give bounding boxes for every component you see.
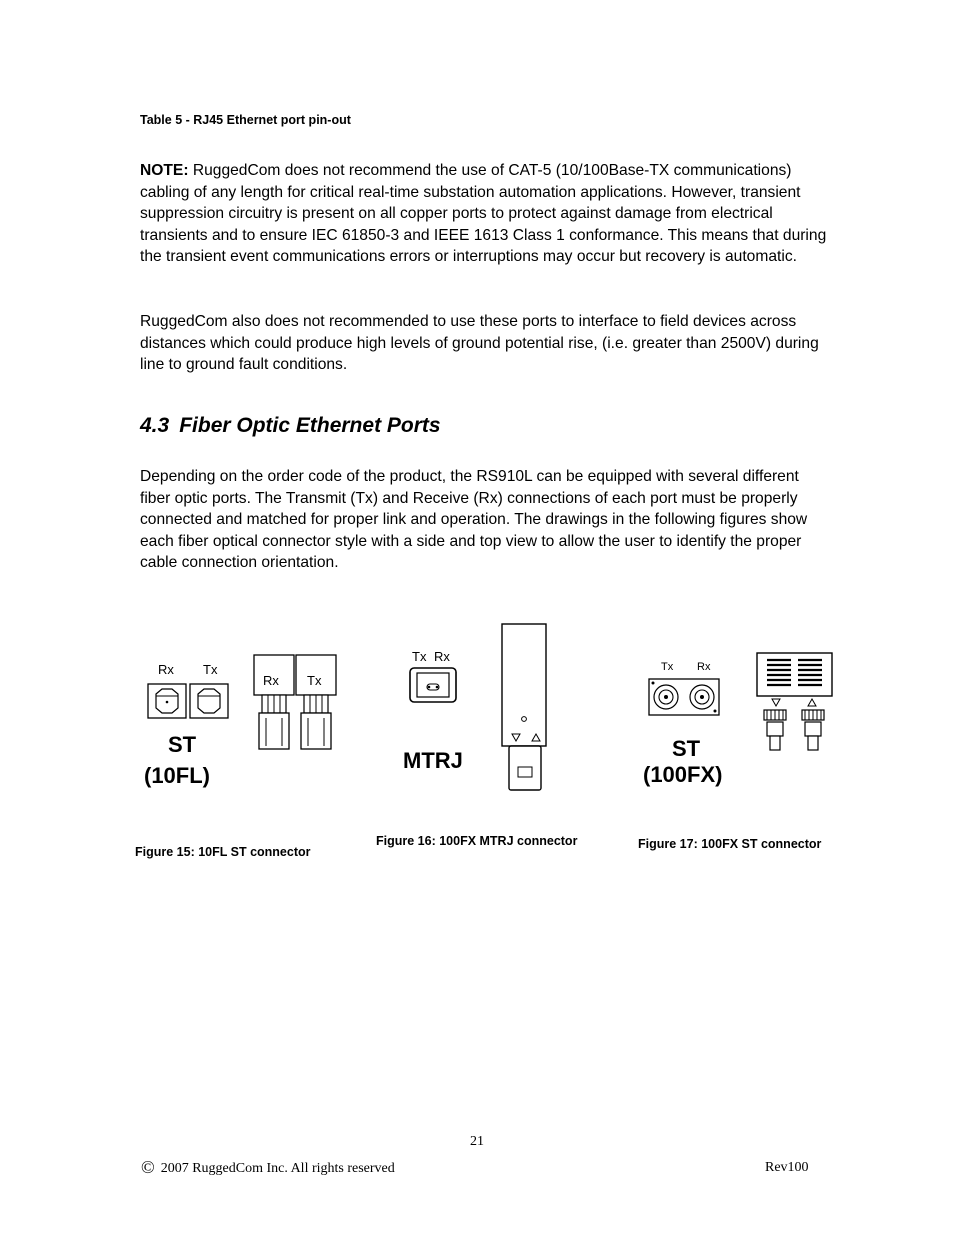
figure-100fx-mtrj-drawing bbox=[398, 620, 558, 800]
fig17-port-label-rx: Rx bbox=[697, 661, 711, 673]
note-label: NOTE: bbox=[140, 162, 189, 179]
fig16-port-label-tx: Tx bbox=[412, 649, 427, 664]
section-number: 4.3 bbox=[140, 414, 170, 437]
revision-label: Rev100 bbox=[765, 1160, 809, 1175]
fig17-side-view bbox=[757, 653, 832, 750]
fig16-front-port bbox=[410, 668, 456, 702]
fig15-front-port-rx bbox=[148, 684, 186, 718]
fig15-name-line2: (10FL) bbox=[144, 763, 210, 788]
fig15-side-view bbox=[254, 655, 336, 749]
fig15-side-label-rx: Rx bbox=[263, 673, 279, 688]
figure-15-caption: Figure 15: 10FL ST connector bbox=[135, 845, 311, 859]
fig15-name-line1: ST bbox=[168, 732, 197, 757]
figure-17-caption: Figure 17: 100FX ST connector bbox=[638, 837, 822, 851]
fig16-side-view bbox=[502, 624, 546, 790]
fig17-front-ports bbox=[649, 679, 719, 715]
fig15-side-label-tx: Tx bbox=[307, 673, 322, 688]
fig17-name-line2: (100FX) bbox=[643, 762, 723, 787]
fig17-port-label-tx: Tx bbox=[661, 661, 674, 673]
page-number: 21 bbox=[470, 1134, 484, 1149]
copyright-text: 2007 RuggedCom Inc. All rights reserved bbox=[160, 1161, 395, 1176]
figure-16-caption: Figure 16: 100FX MTRJ connector bbox=[376, 834, 578, 848]
fig15-front-port-tx bbox=[190, 684, 228, 718]
fig16-name-line1: MTRJ bbox=[403, 748, 463, 773]
section-title: Fiber Optic Ethernet Ports bbox=[179, 414, 441, 437]
figure-10fl-st-drawing bbox=[138, 638, 353, 798]
figure-100fx-st-drawing bbox=[642, 644, 842, 794]
note-paragraph bbox=[140, 160, 830, 268]
note-text: RuggedCom does not recommend the use of CAT-5 (10/100Base-TX communications) cabling of any length for critical real-time substation automation applications. However, transient suppression circuitry is present on all copper ports to protect against damage from electrical transients and to ensure IEC 61850-3 and IEEE 1613 Class 1 conformance. This means that during the transient event communications errors or interruptions may occur but recovery is automatic. bbox=[140, 162, 827, 266]
table-caption: Table 5 - RJ45 Ethernet port pin-out bbox=[140, 113, 351, 127]
section-heading bbox=[140, 414, 441, 438]
fig15-port-label-rx: Rx bbox=[158, 662, 174, 677]
fig16-port-label-rx: Rx bbox=[434, 649, 450, 664]
ground-potential-paragraph: RuggedCom also does not recommended to use these ports to interface to field devices across distances which could produce high levels of ground potential rise, (i.e. greater than 2500V) during line to ground fault conditions. bbox=[140, 313, 819, 374]
fig17-name-line1: ST bbox=[672, 736, 701, 761]
copyright-notice bbox=[141, 1157, 395, 1178]
fig15-port-label-tx: Tx bbox=[203, 662, 218, 677]
copyright-symbol: © bbox=[141, 1157, 155, 1177]
fiber-ports-paragraph: Depending on the order code of the product, the RS910L can be equipped with several different fiber optic ports. The Transmit (Tx) and Receive (Rx) connections of each port must be properly connected and matched for proper link and operation. The drawings in the following figures show each fiber optical connector style with a side and top view to allow the user to identify the proper cable connection orientation. bbox=[140, 468, 808, 572]
